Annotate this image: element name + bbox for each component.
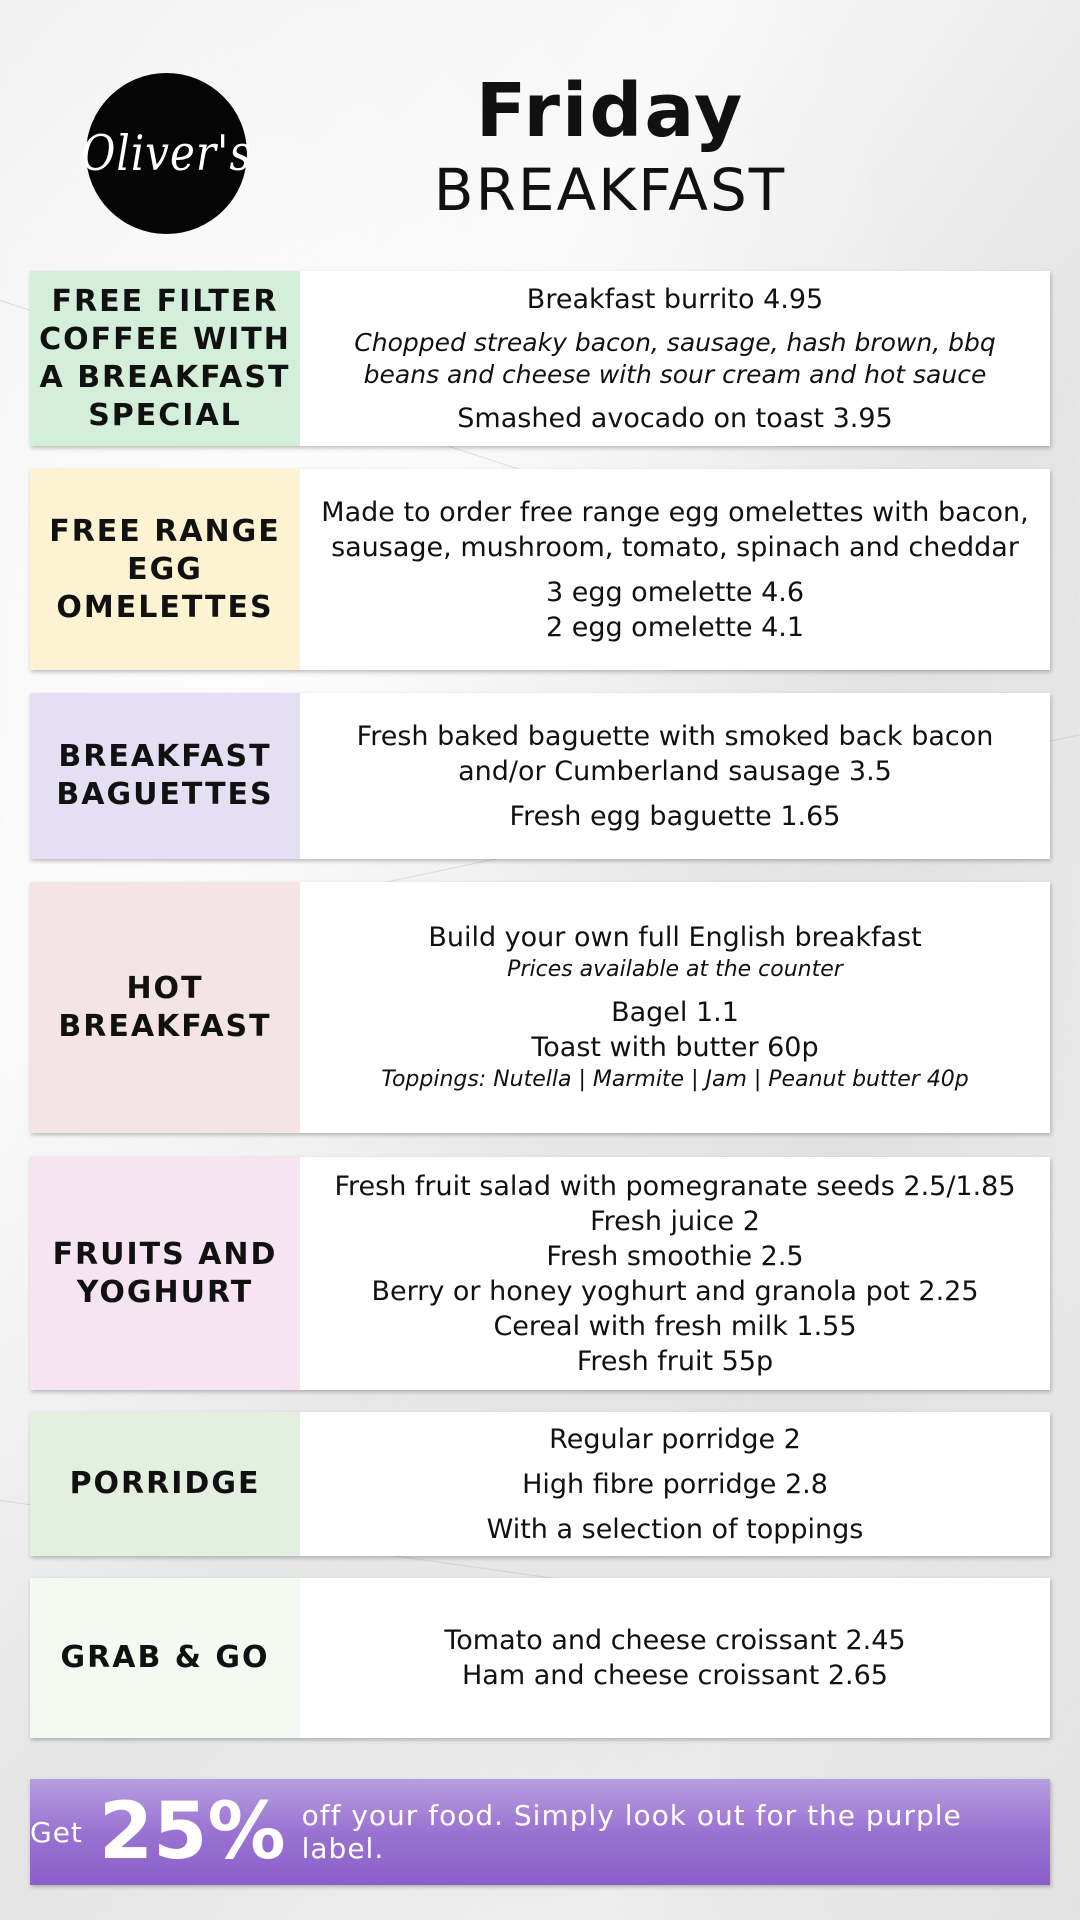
discount-banner — [30, 1779, 1050, 1885]
menu-item: 3 egg omelette 4.6 — [545, 576, 805, 608]
price-note: Prices available at the counter — [507, 957, 843, 982]
menu-item: Fresh baked baguette with smoked back bacon and/or Cumberland sausage 3.5 — [356, 720, 994, 787]
menu-item: With a selection of toppings — [486, 1513, 864, 1545]
banner-pre: Get — [30, 1815, 83, 1849]
day-title: Friday — [475, 68, 745, 154]
menu-item: Fresh fruit salad with pomegranate seeds 2.5/1.85 — [334, 1170, 1016, 1202]
menu-item: Fresh juice 2 — [590, 1205, 760, 1237]
section-content — [300, 1157, 1050, 1390]
item-description: Chopped streaky bacon, sausage, hash brown, bbq beans and cheese with sour cream and hot sauce — [354, 327, 996, 389]
section-content — [300, 693, 1050, 859]
section-label: FRUITS AND YOGHURT — [30, 1157, 300, 1390]
section-fruits-and-yoghurt — [30, 1157, 1050, 1390]
section-content — [300, 1412, 1050, 1556]
menu-item: Fresh smoothie 2.5 — [546, 1240, 804, 1272]
section-breakfast-baguettes — [30, 693, 1050, 859]
menu-item: Build your own full English breakfast — [428, 922, 922, 953]
section-label: PORRIDGE — [30, 1412, 300, 1556]
section-hot-breakfast — [30, 882, 1050, 1133]
section-label: BREAKFAST BAGUETTES — [30, 693, 300, 859]
section-label: HOT BREAKFAST — [30, 882, 300, 1133]
section-label: FREE RANGE EGG OMELETTES — [30, 469, 300, 670]
meal-title: BREAKFAST — [433, 156, 787, 224]
menu-item: Regular porridge 2 — [549, 1423, 801, 1455]
section-content — [300, 1578, 1050, 1738]
menu-item: High fibre porridge 2.8 — [522, 1468, 828, 1500]
section-grab-and-go — [30, 1578, 1050, 1738]
menu-item: Ham and cheese croissant 2.65 — [461, 1660, 888, 1691]
section-content — [300, 271, 1050, 446]
section-label: GRAB & GO — [30, 1578, 300, 1738]
section-content — [300, 882, 1050, 1133]
menu-item: Breakfast burrito 4.95 — [526, 283, 824, 315]
section-porridge — [30, 1412, 1050, 1556]
logo-text: Oliver's — [80, 125, 253, 182]
section-label: FREE FILTER COFFEE WITH A BREAKFAST SPECIAL — [30, 271, 300, 446]
menu-item: Fresh fruit 55p — [576, 1345, 774, 1377]
toppings-note: Toppings: Nutella | Marmite | Jam | Peanut butter 40p — [381, 1067, 969, 1092]
menu-item: Fresh egg baguette 1.65 — [509, 800, 841, 832]
discount-percent: 25% — [98, 1787, 286, 1877]
menu-item: Bagel 1.1 — [611, 997, 739, 1028]
section-free-filter-coffee — [30, 271, 1050, 446]
menu-item: Berry or honey yoghurt and granola pot 2.25 — [371, 1275, 979, 1307]
banner-post: off your food. Simply look out for the purple label. — [301, 1799, 962, 1865]
menu-item: Smashed avocado on toast 3.95 — [457, 402, 893, 434]
menu-item: Cereal with fresh milk 1.55 — [493, 1310, 857, 1342]
menu-item: Toast with butter 60p — [531, 1032, 819, 1063]
section-content — [300, 469, 1050, 670]
section-free-range-egg-omelettes — [30, 469, 1050, 670]
item-description: Made to order free range egg omelettes with bacon, sausage, mushroom, tomato, spinach and cheddar — [321, 496, 1029, 563]
menu-item: 2 egg omelette 4.1 — [545, 611, 805, 643]
menu-item: Tomato and cheese croissant 2.45 — [444, 1625, 906, 1656]
